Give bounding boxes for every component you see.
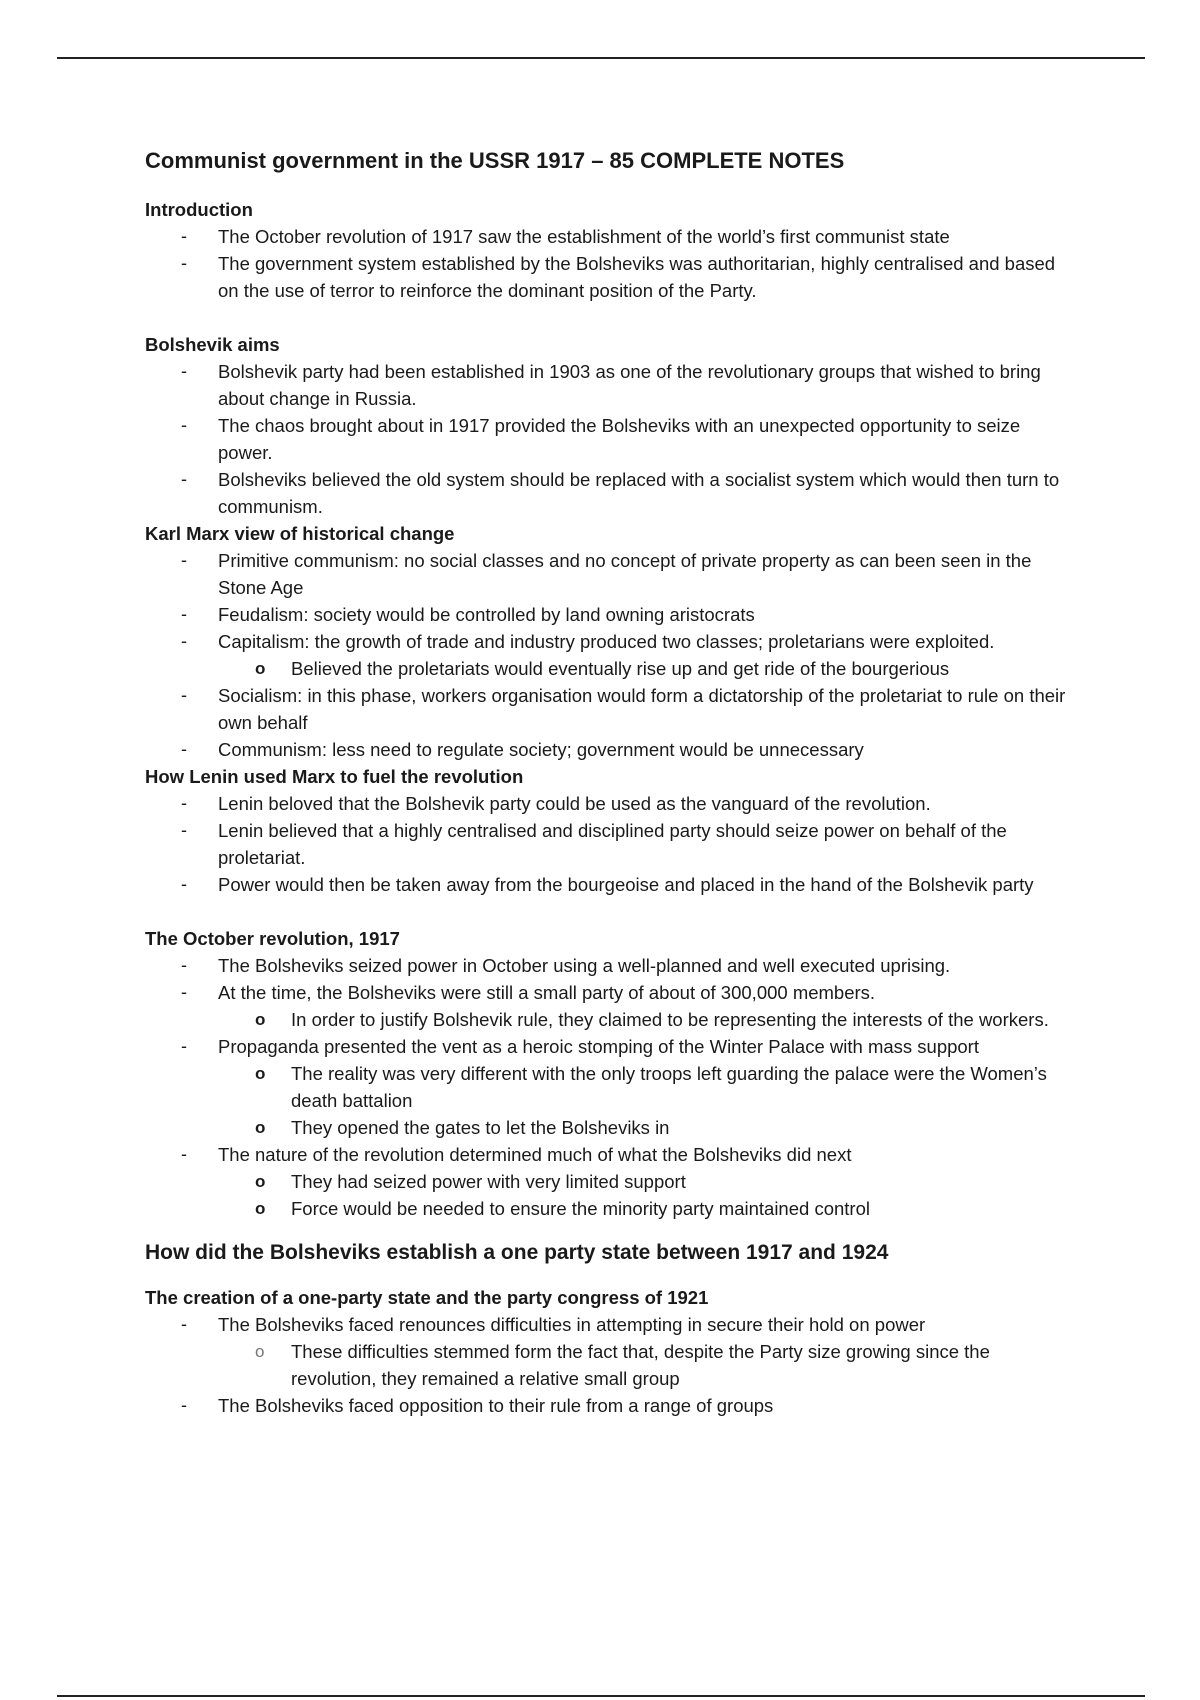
dash-marker: - [181,955,187,975]
document-title: Communist government in the USSR 1917 – 85 COMPLETE NOTES [145,148,845,173]
list-item: - At the time, the Bolsheviks were still a small party of about of 300,000 members. [145,979,1075,1006]
dash-marker: - [181,550,187,570]
document-body [145,146,1075,1419]
dash-marker: - [181,793,187,813]
dash-marker: - [181,253,187,273]
dash-marker: - [181,604,187,624]
list-item: - Feudalism: society would be controlled by land owning aristocrats [145,601,1075,628]
dash-marker: - [181,1314,187,1334]
dash-marker: - [181,226,187,246]
heading-party-congress-1921: The creation of a one-party state and the party congress of 1921 [145,1287,709,1308]
dash-marker: - [181,631,187,651]
sub-list-item: o These difficulties stemmed form the fact that, despite the Party size growing since the revolution, they remained a relative small group [145,1338,1075,1392]
circle-bullet-marker: o [255,1342,265,1361]
dash-marker: - [181,685,187,705]
sub-list-item: o The reality was very different with the only troops left guarding the palace were the Women’s death battalion [145,1060,1075,1114]
heading-bolshevik-aims: Bolshevik aims [145,334,280,355]
list-item: - Socialism: in this phase, workers organisation would form a dictatorship of the proletariat to rule on their own behalf [145,682,1075,736]
list-item: - The Bolsheviks faced renounces difficulties in attempting in secure their hold on power [145,1311,1075,1338]
list-item: - The nature of the revolution determined much of what the Bolsheviks did next [145,1141,1075,1168]
dash-marker: - [181,1144,187,1164]
circle-bullet-marker: o [255,1064,266,1083]
circle-bullet-marker: o [255,1172,266,1191]
dash-marker: - [181,1395,187,1415]
list-item: - The Bolsheviks faced opposition to their rule from a range of groups [145,1392,1075,1419]
list-item: - The October revolution of 1917 saw the establishment of the world’s first communist state [145,223,1075,250]
dash-marker: - [181,982,187,1002]
dash-marker: - [181,1036,187,1056]
sub-list-item: o They had seized power with very limited support [145,1168,1075,1195]
sub-list-item: o Force would be needed to ensure the minority party maintained control [145,1195,1075,1222]
list-item: - Communism: less need to regulate society; government would be unnecessary [145,736,1075,763]
dash-marker: - [181,469,187,489]
circle-bullet-marker: o [255,659,266,678]
dash-marker: - [181,820,187,840]
list-item: - The Bolsheviks seized power in October using a well-planned and well executed uprising. [145,952,1075,979]
list-item: - The government system established by the Bolsheviks was authoritarian, highly centralised and based on the use of terror to reinforce the dominant position of the Party. [145,250,1075,304]
list-item: - Lenin believed that a highly centralised and disciplined party should seize power on behalf of the proletariat. [145,817,1075,871]
dash-marker: - [181,739,187,759]
heading-one-party-state: How did the Bolsheviks establish a one party state between 1917 and 1924 [145,1241,889,1264]
dash-marker: - [181,874,187,894]
list-item: - Primitive communism: no social classes and no concept of private property as can been seen in the Stone Age [145,547,1075,601]
list-item: - Bolsheviks believed the old system should be replaced with a socialist system which would then turn to communism. [145,466,1075,520]
list-item: - The chaos brought about in 1917 provided the Bolsheviks with an unexpected opportunity to seize power. [145,412,1075,466]
circle-bullet-marker: o [255,1010,266,1029]
dash-marker: - [181,415,187,435]
list-item: - Propaganda presented the vent as a heroic stomping of the Winter Palace with mass support [145,1033,1075,1060]
header-rule [57,57,1145,59]
heading-introduction: Introduction [145,199,253,220]
footer-rule [57,1695,1145,1697]
dash-marker: - [181,361,187,381]
sub-list-item: o They opened the gates to let the Bolsheviks in [145,1114,1075,1141]
list-item: - Capitalism: the growth of trade and industry produced two classes; proletarians were exploited. [145,628,1075,655]
list-item: - Bolshevik party had been established in 1903 as one of the revolutionary groups that wished to bring about change in Russia. [145,358,1075,412]
list-item: - Power would then be taken away from the bourgeoise and placed in the hand of the Bolshevik party [145,871,1075,898]
heading-lenin: How Lenin used Marx to fuel the revolution [145,766,524,787]
circle-bullet-marker: o [255,1118,266,1137]
list-item: - Lenin beloved that the Bolshevik party could be used as the vanguard of the revolution. [145,790,1075,817]
heading-karl-marx: Karl Marx view of historical change [145,523,455,544]
circle-bullet-marker: o [255,1199,266,1218]
sub-list-item: o In order to justify Bolshevik rule, they claimed to be representing the interests of the workers. [145,1006,1075,1033]
heading-october-revolution: The October revolution, 1917 [145,928,400,949]
sub-list-item: o Believed the proletariats would eventually rise up and get ride of the bourgerious [145,655,1075,682]
